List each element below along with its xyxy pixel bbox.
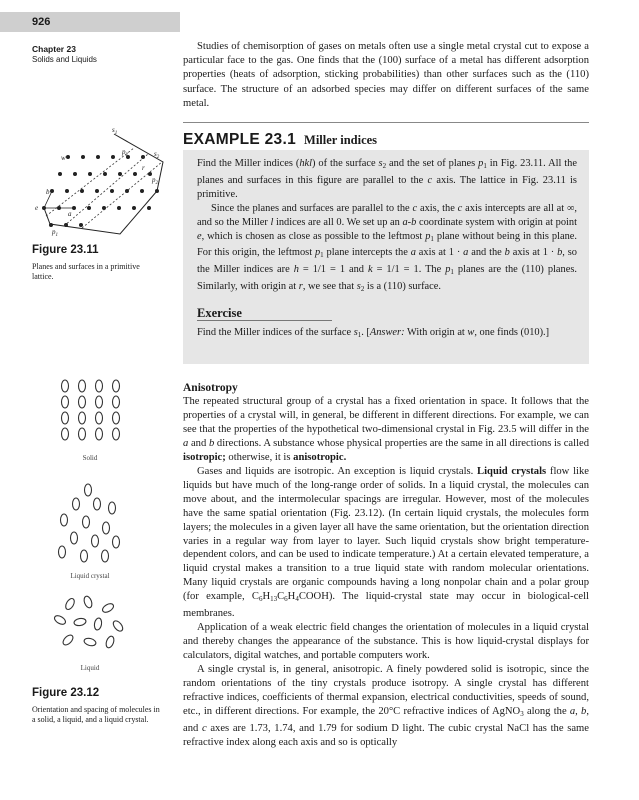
label-p2a: $p_2$ bbox=[122, 148, 128, 158]
chapter-heading bbox=[32, 44, 97, 65]
label-e: e bbox=[35, 204, 39, 212]
liquid-crystal-molecules bbox=[59, 484, 120, 562]
liquid-crystal-label: Liquid crystal bbox=[70, 572, 110, 580]
figure-23-11-label: Figure 23.11 bbox=[32, 244, 99, 256]
label-p2b: $p_2$ bbox=[152, 176, 158, 186]
anisotropy-section bbox=[183, 381, 589, 750]
figure-23-12-caption bbox=[32, 688, 162, 726]
anisotropy-paragraph-3: Application of a weak electric field changes the orientation of molecules in a liquid crystal and thereby changes the appearance of the substance. This is how liquid-crystal displays for calculators, digital watches, and portable computers work. bbox=[183, 622, 589, 662]
anisotropy-paragraph-2: Gases and liquids are isotropic. An exception is liquid crystals. Liquid crystals flow like liquids but have much of the long-range order of solids. In a liquid crystal, the molecules can move about, and the intermolecular spacings are irregular. However, most of the molecules have the same spatial orientation (Fig. 23.12). (In certain liquid crystals, the molecules form layers; the molecules in a given layer all have the same orientation, but the orientation direction varies in a regular way from layer to layer. Such liquid crystals show bright temperature-dependent colors, and can be used to indicate temperature.) At a certain elevated temperature, a liquid crystal makes a transition to a true liquid state with random molecular orientations. Many liquid crystals are organic compounds having a long nonpolar chain and a polar group (for example, $C_6H_{13}C_6H_4COOH$). The liquid-crystal state may occur in biological-cell membranes. bbox=[183, 465, 589, 620]
figure-23-12-label: Figure 23.12 bbox=[32, 687, 100, 699]
page-number: 926 bbox=[0, 12, 180, 32]
figure-23-11-lattice bbox=[30, 124, 180, 239]
example-heading bbox=[183, 122, 589, 149]
chapter-label: Chapter 23 bbox=[32, 44, 76, 54]
anisotropy-heading: Anisotropy bbox=[183, 382, 238, 394]
anisotropy-paragraph-4: A single crystal is, in general, anisotropic. A finely powdered solid is isotropic, since the random orientations of the tiny crystals produce isotropy. A single crystal has different refractive indices, coefficients of thermal expansion, electrical conductivities, speeds of sound, etc., in different directions. For example, the 20°C refractive indices of AgNO$_3$ along the a, b, and c axes are 1.73, 1.74, and 1.79 for sodium D light. The cubic crystal NaCl has the same refractive index along each axis and so is optically bbox=[183, 664, 589, 748]
liquid-label: Liquid bbox=[80, 664, 100, 672]
figure-23-12 bbox=[40, 378, 160, 683]
label-r: r bbox=[142, 164, 145, 172]
surface-outline bbox=[44, 134, 163, 234]
figure-23-11-text: Planes and surfaces in a primitive lattice. bbox=[32, 261, 140, 281]
example-paragraph-2: Since the planes and surfaces are parallel to the c axis, the c axis intercepts are all at ∞, and so the Miller l indices are all 0. We set up an a-b coordinate system with origin at point e, which is chosen as close as possible to the leftmost $p_1$ plane without being in this plane. For this origin, the leftmost $p_1$ plane intercepts the a axis at 1 · a and the b axis at 1 · b, so the Miller indices are h = 1/1 = 1 and k = 1/1 = 1. The $p_1$ planes are the (110) planes. Similarly, with origin at r, we see that $s_2$ is a (110) surface. bbox=[197, 202, 578, 294]
label-w: w bbox=[61, 154, 66, 162]
figure-23-11-caption bbox=[32, 245, 162, 283]
example-label: EXAMPLE 23.1 bbox=[183, 131, 297, 148]
label-s1: $s_1$ bbox=[112, 126, 118, 136]
anisotropy-paragraph-1: The repeated structural group of a crystal has a fixed orientation in space. It follows that the properties of a crystal will, in general, be different in different directions. For example, we can see that the properties of the hypothetical two-dimensional crystal in Fig. 23.5 will differ in the a and b directions. A substance whose physical properties are the same in all directions is called isotropic; otherwise, it is anisotropic. bbox=[183, 396, 590, 463]
label-a: a bbox=[68, 210, 72, 218]
solid-label: Solid bbox=[82, 454, 98, 462]
example-title: Miller indices bbox=[304, 133, 378, 147]
figure-23-12-text: Orientation and spacing of molecules in a solid, a liquid, and a liquid crystal. bbox=[32, 704, 160, 724]
label-b: b bbox=[46, 188, 50, 196]
liquid-molecules bbox=[53, 595, 124, 649]
exercise-text: Find the Miller indices of the surface $s_1$. [Answer: With origin at w, one finds (010).] bbox=[197, 327, 550, 340]
intro-paragraph: Studies of chemisorption of gases on metals often use a single metal crystal cut to expose a particular face to the gas. One finds that the (100) surface of a metal has different adsorption properties (heats of adsorption, sticking probabilities) than other surfaces such as the (110) surface. The structure of an adsorbed species may differ on different surfaces of the same metal. bbox=[183, 41, 589, 109]
label-p1: $p_1$ bbox=[52, 228, 58, 238]
label-s2: $s_2$ bbox=[154, 150, 160, 160]
solid-molecules bbox=[62, 380, 120, 440]
example-paragraph-1: Find the Miller indices (hkl) of the surface $s_2$ and the set of planes $p_1$ in Fig. 23.11. All the planes and surfaces in this figure are parallel to the c axis. The lattice in Fig. 23.11 is primitive. bbox=[197, 158, 577, 200]
example-box bbox=[183, 150, 589, 364]
exercise-heading: Exercise bbox=[197, 306, 332, 321]
chapter-title: Solids and Liquids bbox=[32, 55, 97, 64]
